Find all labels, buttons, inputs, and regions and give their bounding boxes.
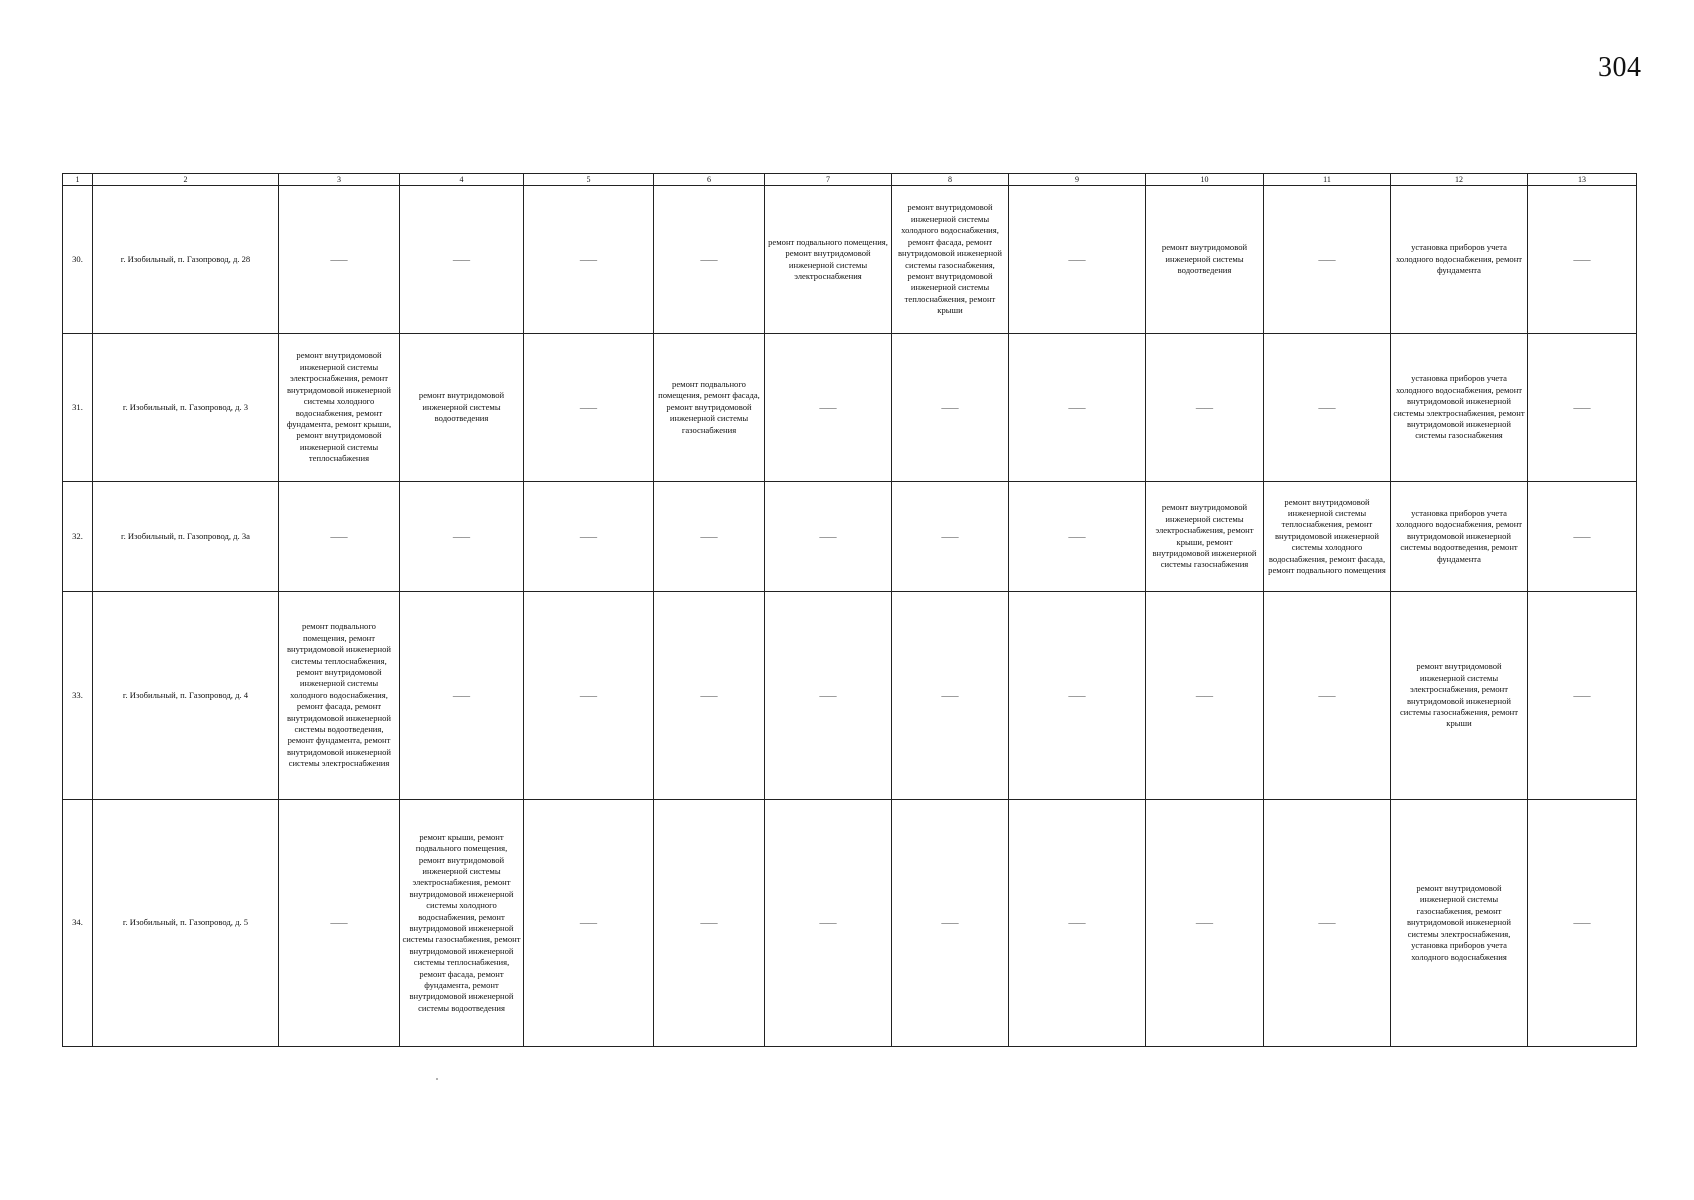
scan-speck xyxy=(436,1078,438,1080)
address-cell: г. Изобильный, п. Газопровод, д. 4 xyxy=(93,592,279,800)
column-number-row xyxy=(63,174,1637,186)
cell-col-6: —— xyxy=(654,592,765,800)
row-number: 32. xyxy=(63,482,93,592)
cell-col-6: —— xyxy=(654,186,765,334)
cell-col-9: —— xyxy=(1009,800,1146,1047)
cell-col-3: —— xyxy=(279,186,400,334)
col-header-6: 6 xyxy=(654,174,765,186)
col-header-8: 8 xyxy=(892,174,1009,186)
col-header-4: 4 xyxy=(400,174,524,186)
cell-col-7: ремонт подвального помещения, ремонт внутридомовой инженерной системы электроснабжения xyxy=(765,186,892,334)
cell-col-7: —— xyxy=(765,800,892,1047)
col-header-1: 1 xyxy=(63,174,93,186)
cell-col-9: —— xyxy=(1009,592,1146,800)
cell-col-3: ремонт подвального помещения, ремонт внутридомовой инженерной системы теплоснабжения, ремонт внутридомовой инженерной системы холодного водоснабжения, ремонт фасада, ремонт внутридомовой инженерной системы водоотведения, ремонт фундамента, ремонт внутридомовой инженерной системы электроснабжения xyxy=(279,592,400,800)
table-row xyxy=(63,334,1637,482)
col-header-7: 7 xyxy=(765,174,892,186)
cell-col-3: ремонт внутридомовой инженерной системы электроснабжения, ремонт внутридомовой инженерной системы холодного водоснабжения, ремонт фундамента, ремонт крыши, ремонт внутридомовой инженерной системы теплоснабжения xyxy=(279,334,400,482)
cell-col-4: ремонт внутридомовой инженерной системы водоотведения xyxy=(400,334,524,482)
cell-col-11: —— xyxy=(1264,334,1391,482)
cell-col-11: —— xyxy=(1264,800,1391,1047)
cell-col-10: —— xyxy=(1146,800,1264,1047)
cell-col-13: —— xyxy=(1528,482,1637,592)
cell-col-6: ремонт подвального помещения, ремонт фасада, ремонт внутридомовой инженерной системы газоснабжения xyxy=(654,334,765,482)
cell-col-6: —— xyxy=(654,800,765,1047)
col-header-11: 11 xyxy=(1264,174,1391,186)
table-row xyxy=(63,186,1637,334)
cell-col-4: —— xyxy=(400,482,524,592)
address-cell: г. Изобильный, п. Газопровод, д. 28 xyxy=(93,186,279,334)
cell-col-11: —— xyxy=(1264,186,1391,334)
cell-col-13: —— xyxy=(1528,334,1637,482)
cell-col-8: —— xyxy=(892,334,1009,482)
cell-col-8: —— xyxy=(892,592,1009,800)
col-header-3: 3 xyxy=(279,174,400,186)
row-number: 33. xyxy=(63,592,93,800)
cell-col-13: —— xyxy=(1528,592,1637,800)
cell-col-6: —— xyxy=(654,482,765,592)
cell-col-4: ремонт крыши, ремонт подвального помещения, ремонт внутридомовой инженерной системы электроснабжения, ремонт внутридомовой инженерной системы холодного водоснабжения, ремонт внутридомовой инженерной системы газоснабжения, ремонт внутридомовой инженерной системы теплоснабжения, ремонт фасада, ремонт фундамента, ремонт внутридомовой инженерной системы водоотведения xyxy=(400,800,524,1047)
col-header-13: 13 xyxy=(1528,174,1637,186)
address-cell: г. Изобильный, п. Газопровод, д. 3 xyxy=(93,334,279,482)
cell-col-13: —— xyxy=(1528,186,1637,334)
cell-col-12: ремонт внутридомовой инженерной системы электроснабжения, ремонт внутридомовой инженерной системы газоснабжения, ремонт крыши xyxy=(1391,592,1528,800)
cell-col-10: —— xyxy=(1146,592,1264,800)
row-number: 31. xyxy=(63,334,93,482)
address-cell: г. Изобильный, п. Газопровод, д. 5 xyxy=(93,800,279,1047)
table-row xyxy=(63,592,1637,800)
cell-col-7: —— xyxy=(765,482,892,592)
cell-col-9: —— xyxy=(1009,186,1146,334)
cell-col-5: —— xyxy=(524,592,654,800)
cell-col-10: —— xyxy=(1146,334,1264,482)
cell-col-9: —— xyxy=(1009,334,1146,482)
cell-col-12: установка приборов учета холодного водоснабжения, ремонт внутридомовой инженерной системы электроснабжения, ремонт внутридомовой инженерной системы газоснабжения xyxy=(1391,334,1528,482)
cell-col-11: —— xyxy=(1264,592,1391,800)
col-header-2: 2 xyxy=(93,174,279,186)
table-row xyxy=(63,482,1637,592)
table-row xyxy=(63,800,1637,1047)
cell-col-12: ремонт внутридомовой инженерной системы газоснабжения, ремонт внутридомовой инженерной системы электроснабжения, установка приборов учета холодного водоснабжения xyxy=(1391,800,1528,1047)
cell-col-3: —— xyxy=(279,800,400,1047)
col-header-12: 12 xyxy=(1391,174,1528,186)
cell-col-7: —— xyxy=(765,334,892,482)
cell-col-4: —— xyxy=(400,186,524,334)
col-header-5: 5 xyxy=(524,174,654,186)
cell-col-5: —— xyxy=(524,186,654,334)
cell-col-4: —— xyxy=(400,592,524,800)
cell-col-9: —— xyxy=(1009,482,1146,592)
cell-col-13: —— xyxy=(1528,800,1637,1047)
cell-col-7: —— xyxy=(765,592,892,800)
cell-col-8: —— xyxy=(892,482,1009,592)
cell-col-11: ремонт внутридомовой инженерной системы теплоснабжения, ремонт внутридомовой инженерной системы холодного водоснабжения, ремонт фасада, ремонт подвального помещения xyxy=(1264,482,1391,592)
cell-col-12: установка приборов учета холодного водоснабжения, ремонт фундамента xyxy=(1391,186,1528,334)
cell-col-5: —— xyxy=(524,482,654,592)
cell-col-8: —— xyxy=(892,800,1009,1047)
col-header-10: 10 xyxy=(1146,174,1264,186)
cell-col-12: установка приборов учета холодного водоснабжения, ремонт внутридомовой инженерной системы водоотведения, ремонт фундамента xyxy=(1391,482,1528,592)
repair-schedule-table xyxy=(62,173,1637,1047)
col-header-9: 9 xyxy=(1009,174,1146,186)
page-number: 304 xyxy=(1598,52,1642,83)
cell-col-10: ремонт внутридомовой инженерной системы электроснабжения, ремонт крыши, ремонт внутридомовой инженерной системы газоснабжения xyxy=(1146,482,1264,592)
cell-col-5: —— xyxy=(524,800,654,1047)
row-number: 34. xyxy=(63,800,93,1047)
cell-col-5: —— xyxy=(524,334,654,482)
cell-col-10: ремонт внутридомовой инженерной системы водоотведения xyxy=(1146,186,1264,334)
row-number: 30. xyxy=(63,186,93,334)
cell-col-3: —— xyxy=(279,482,400,592)
address-cell: г. Изобильный, п. Газопровод, д. 3а xyxy=(93,482,279,592)
cell-col-8: ремонт внутридомовой инженерной системы холодного водоснабжения, ремонт фасада, ремонт внутридомовой инженерной системы газоснабжения, ремонт внутридомовой инженерной системы теплоснабжения, ремонт крыши xyxy=(892,186,1009,334)
